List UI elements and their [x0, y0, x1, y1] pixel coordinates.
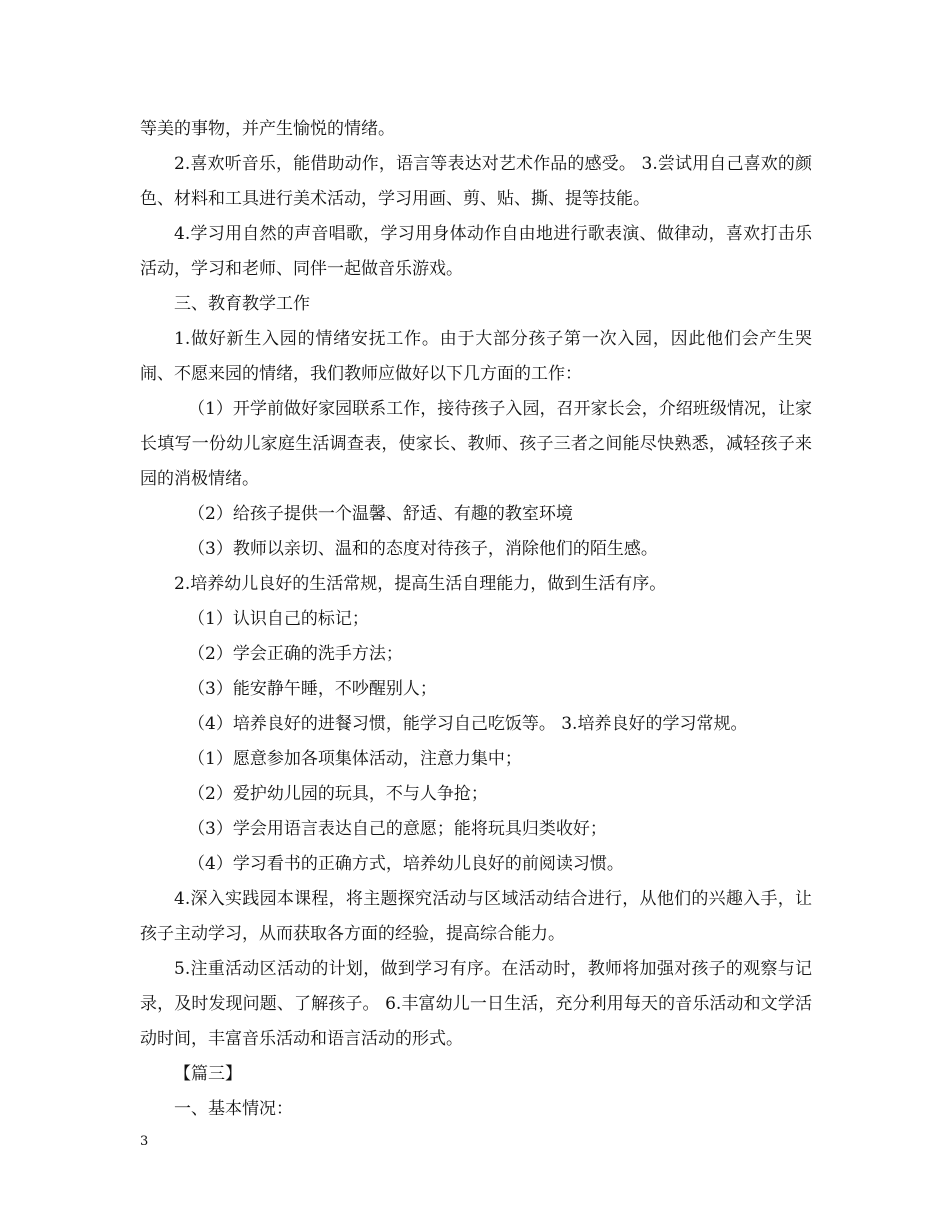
paragraph: 4.深入实践园本课程，将主题探究活动与区域活动结合进行，从他们的兴趣入手，让孩子主动学习，从而获取各方面的经验，提高综合能力。: [140, 889, 812, 944]
list-item: （1）认识自己的标记；: [188, 609, 369, 629]
paragraph: 2.培养幼儿良好的生活常规，提高生活自理能力，做到生活有序。: [174, 574, 667, 594]
list-item: （2）爱护幼儿园的玩具，不与人争抢；: [188, 784, 488, 804]
page-number: 3: [140, 1134, 149, 1149]
list-item: （4）学习看书的正确方式，培养幼儿良好的前阅读习惯。: [188, 854, 624, 874]
section-heading: 一、基本情况：: [174, 1099, 293, 1119]
list-item: （1）愿意参加各项集体活动，注意力集中；: [188, 749, 522, 769]
document-body: [140, 112, 812, 1127]
paragraph: 2.喜欢听音乐，能借助动作，语言等表达对艺术作品的感受。 3.尝试用自己喜欢的颜色、材料和工具进行美术活动，学习用画、剪、贴、撕、提等技能。: [140, 154, 812, 209]
section-heading: 【篇三】: [174, 1064, 242, 1084]
paragraph: 1.做好新生入园的情绪安抚工作。由于大部分孩子第一次入园，因此他们会产生哭闹、不愿来园的情绪，我们教师应做好以下几方面的工作：: [140, 329, 812, 384]
list-item: （3）教师以亲切、温和的态度对待孩子，消除他们的陌生感。: [188, 539, 658, 559]
section-heading: 三、教育教学工作: [174, 294, 310, 314]
list-item: （2）学会正确的洗手方法；: [188, 644, 403, 664]
list-item: （3）能安静午睡，不吵醒别人；: [188, 679, 437, 699]
list-item: （2）给孩子提供一个温馨、舒适、有趣的教室环境: [188, 504, 573, 524]
list-item: （4）培养良好的进餐习惯，能学习自己吃饭等。 3.培养良好的学习常规。: [188, 714, 748, 734]
paragraph: 等美的事物，并产生愉悦的情绪。: [140, 119, 395, 139]
list-item: （3）学会用语言表达自己的意愿；能将玩具归类收好；: [188, 819, 607, 839]
list-item: （1）开学前做好家园联系工作，接待孩子入园，召开家长会，介绍班级情况，让家长填写一份幼儿家庭生活调查表，使家长、教师、孩子三者之间能尽快熟悉，减轻孩子来园的消极情绪。: [140, 399, 812, 489]
paragraph: 5.注重活动区活动的计划，做到学习有序。在活动时，教师将加强对孩子的观察与记录，及时发现问题、了解孩子。 6.丰富幼儿一日生活，充分利用每天的音乐活动和文学活动时间，丰富音乐活动和语言活动的形式。: [140, 959, 812, 1049]
paragraph: 4.学习用自然的声音唱歌，学习用身体动作自由地进行歌表演、做律动，喜欢打击乐活动，学习和老师、同伴一起做音乐游戏。: [140, 224, 812, 279]
